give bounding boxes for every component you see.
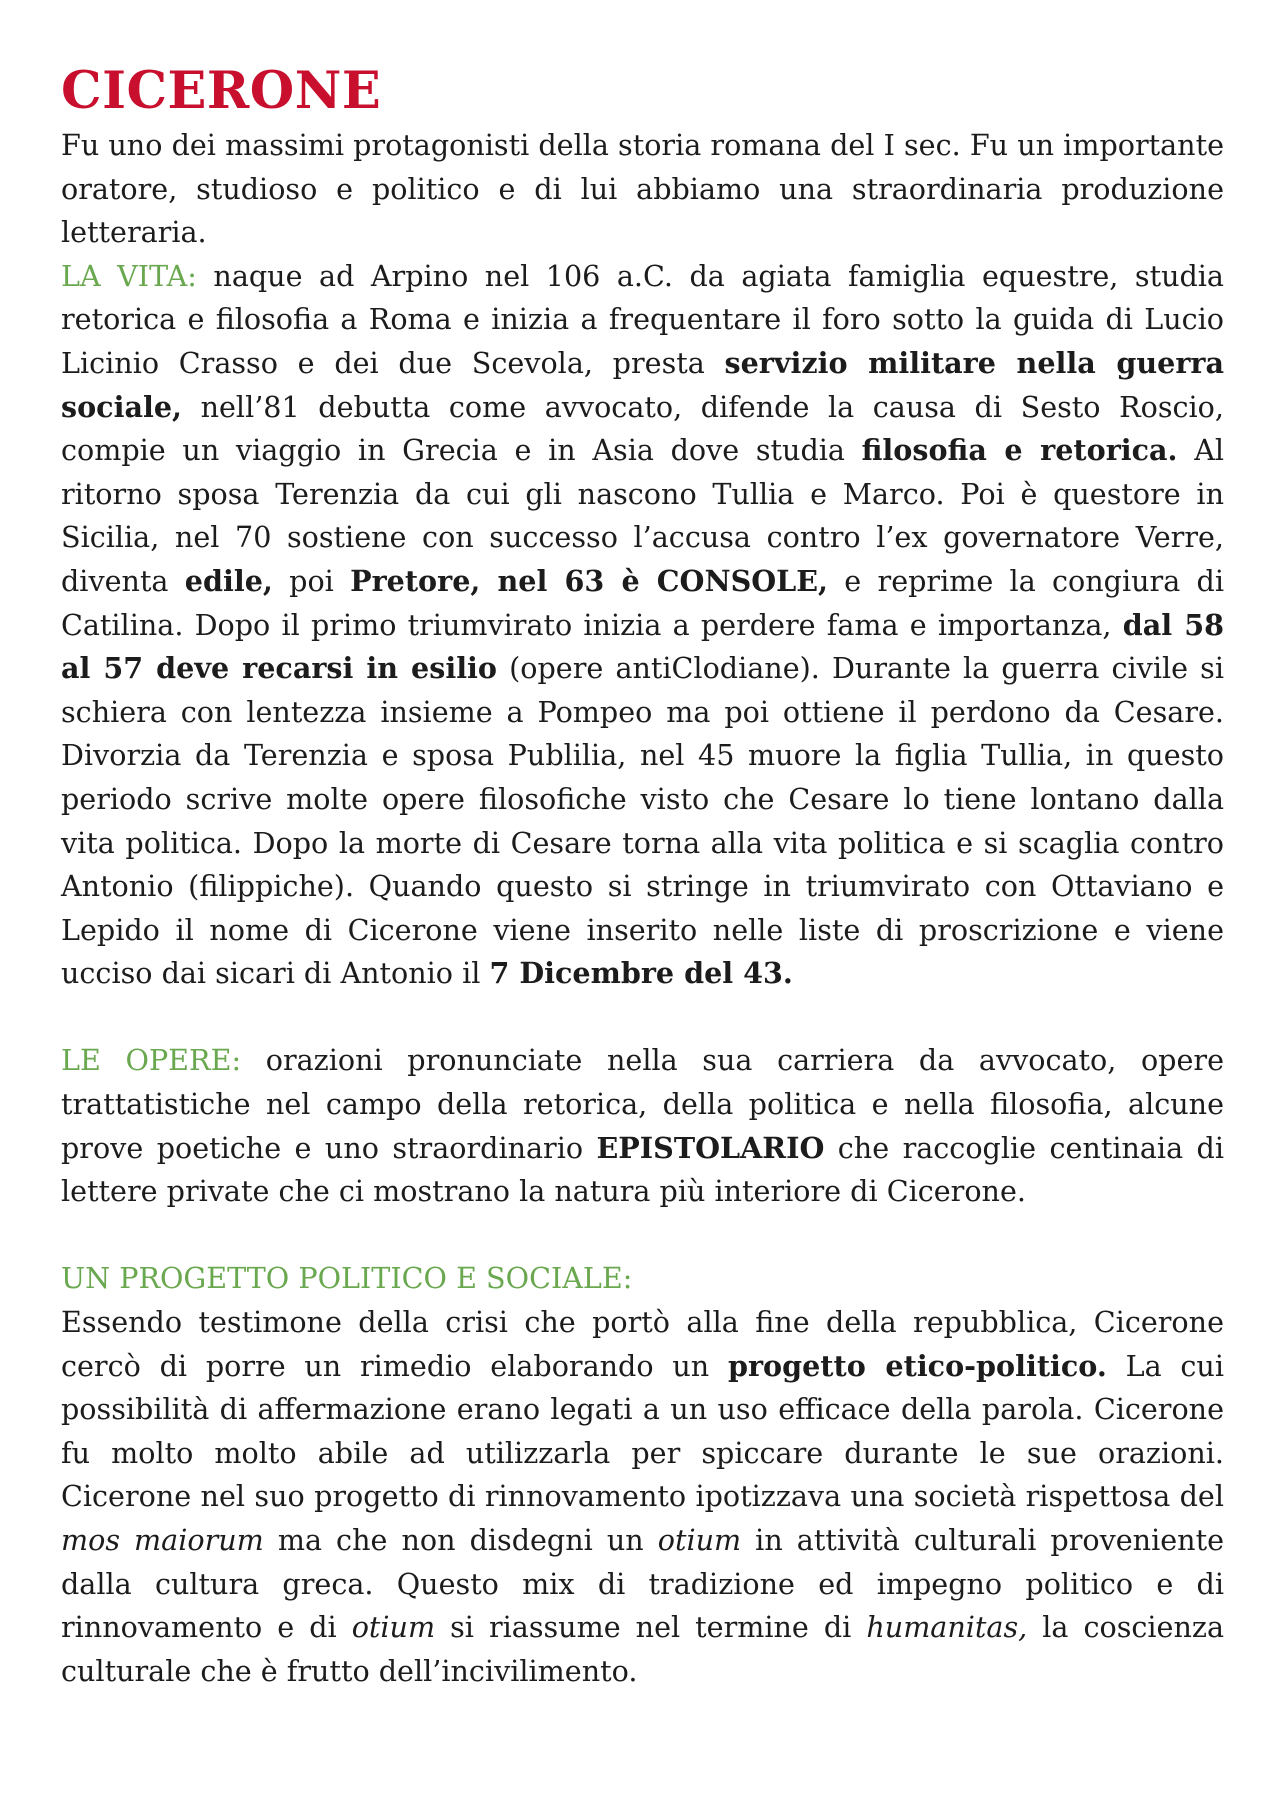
- vita-bold: filosofia e retorica.: [861, 433, 1178, 468]
- opere-text: orazioni pronunciate nella sua carriera da avvocato, opere trattatistiche nel campo della retorica, della politica e nella filosofia, alcune prove poetiche e uno straordinario: [61, 1043, 1224, 1165]
- progetto-italic: otium: [351, 1610, 436, 1645]
- progetto-italic: otium: [657, 1523, 742, 1557]
- intro-text: Fu uno dei massimi protagonisti della storia romana del I sec. Fu un importante oratore, studioso e politico e di lui abbiamo una straordinaria produzione letteraria.: [61, 128, 1224, 250]
- vita-text: e reprime la congiura di Catilina. Dopo il primo triumvirato inizia a perdere fama e importanza,: [61, 563, 1225, 642]
- progetto-text: la coscienza culturale che è frutto dell’incivilimento.: [61, 1610, 1224, 1688]
- vita-text: naque ad Arpino nel 106 a.C. da agiata famiglia equestre, studia retorica e filosofia a Roma e inizia a frequentare il foro sotto la guida di Lucio Licinio Crasso e dei due Scevola, presta: [61, 258, 1224, 380]
- progetto-text: si riassume nel termine di: [435, 1610, 867, 1645]
- vita-bold: Pretore, nel 63 è CONSOLE,: [350, 563, 829, 598]
- progetto-italic: mos maiorum: [61, 1523, 264, 1557]
- document-page: [61, 60, 1224, 1693]
- paragraph-spacer: [61, 1214, 1224, 1258]
- vita-bold: dal 58 al 57 deve recarsi in esilio: [61, 607, 1224, 686]
- opere-text: che raccoglie centinaia di lettere private che ci mostrano la natura più interiore di Cicerone.: [61, 1130, 1224, 1209]
- vita-text: Al ritorno sposa Terenzia da cui gli nascono Tullia e Marco. Poi è questore in Sicilia, nel 70 sostiene con successo l’accusa contro l’ex governatore Verre, diventa: [61, 433, 1225, 598]
- progetto-paragraph: [61, 1301, 1224, 1693]
- progetto-italic: humanitas,: [866, 1610, 1028, 1645]
- opere-paragraph: [61, 1039, 1224, 1213]
- page-title: CICERONE: [61, 61, 382, 121]
- vita-bold: servizio militare nella guerra sociale,: [61, 345, 1224, 424]
- vita-text: nell’81 debutta come avvocato, difende la causa di Sesto Roscio, compie un viaggio in Grecia e in Asia dove studia: [61, 389, 1224, 468]
- vita-heading: LA VITA:: [61, 258, 197, 293]
- vita-text: poi: [272, 563, 351, 598]
- vita-text: (opere antiClodiane). Durante la guerra civile si schiera con lentezza insieme a Pompeo ma poi ottiene il perdono da Cesare. Divorzia da Terenzia e sposa Publilia, nel 45 muore la figlia Tullia, in questo periodo scrive molte opere filosofiche visto che Cesare lo tiene lontano dalla vita politica. Dopo la morte di Cesare torna alla vita politica e si scaglia contro Antonio (filippiche). Quando questo si stringe in triumvirato con Ottaviano e Lepido il nome di Cicerone viene inserito nelle liste di proscrizione e viene ucciso dai sicari di Antonio il: [61, 651, 1224, 991]
- opere-heading: LE OPERE:: [61, 1043, 242, 1078]
- paragraph-spacer: [61, 996, 1224, 1040]
- opere-bold: EPISTOLARIO: [596, 1130, 825, 1165]
- progetto-bold: progetto etico-politico.: [727, 1348, 1107, 1383]
- progetto-text: in attività culturali proveniente dalla cultura greca. Questo mix di tradizione ed impegno politico e di rinnovamento e di: [61, 1523, 1224, 1645]
- progetto-text: Essendo testimone della crisi che portò alla fine della repubblica, Cicerone cercò di porre un rimedio elaborando un: [61, 1305, 1224, 1383]
- vita-bold: edile,: [184, 563, 273, 598]
- intro-paragraph: [61, 124, 1224, 255]
- vita-paragraph: [61, 255, 1224, 996]
- vita-bold: 7 Dicembre del 43.: [489, 956, 793, 991]
- progetto-heading: UN PROGETTO POLITICO E SOCIALE:: [61, 1261, 633, 1296]
- progetto-text: ma che non disdegni un: [263, 1523, 658, 1557]
- progetto-text: La cui possibilità di affermazione erano legati a un uso efficace della parola. Cicerone fu molto molto abile ad utilizzarla per spiccare durante le sue orazioni. Cicerone nel suo progetto di rinnovamento ipotizzava una società rispettosa del: [61, 1348, 1224, 1514]
